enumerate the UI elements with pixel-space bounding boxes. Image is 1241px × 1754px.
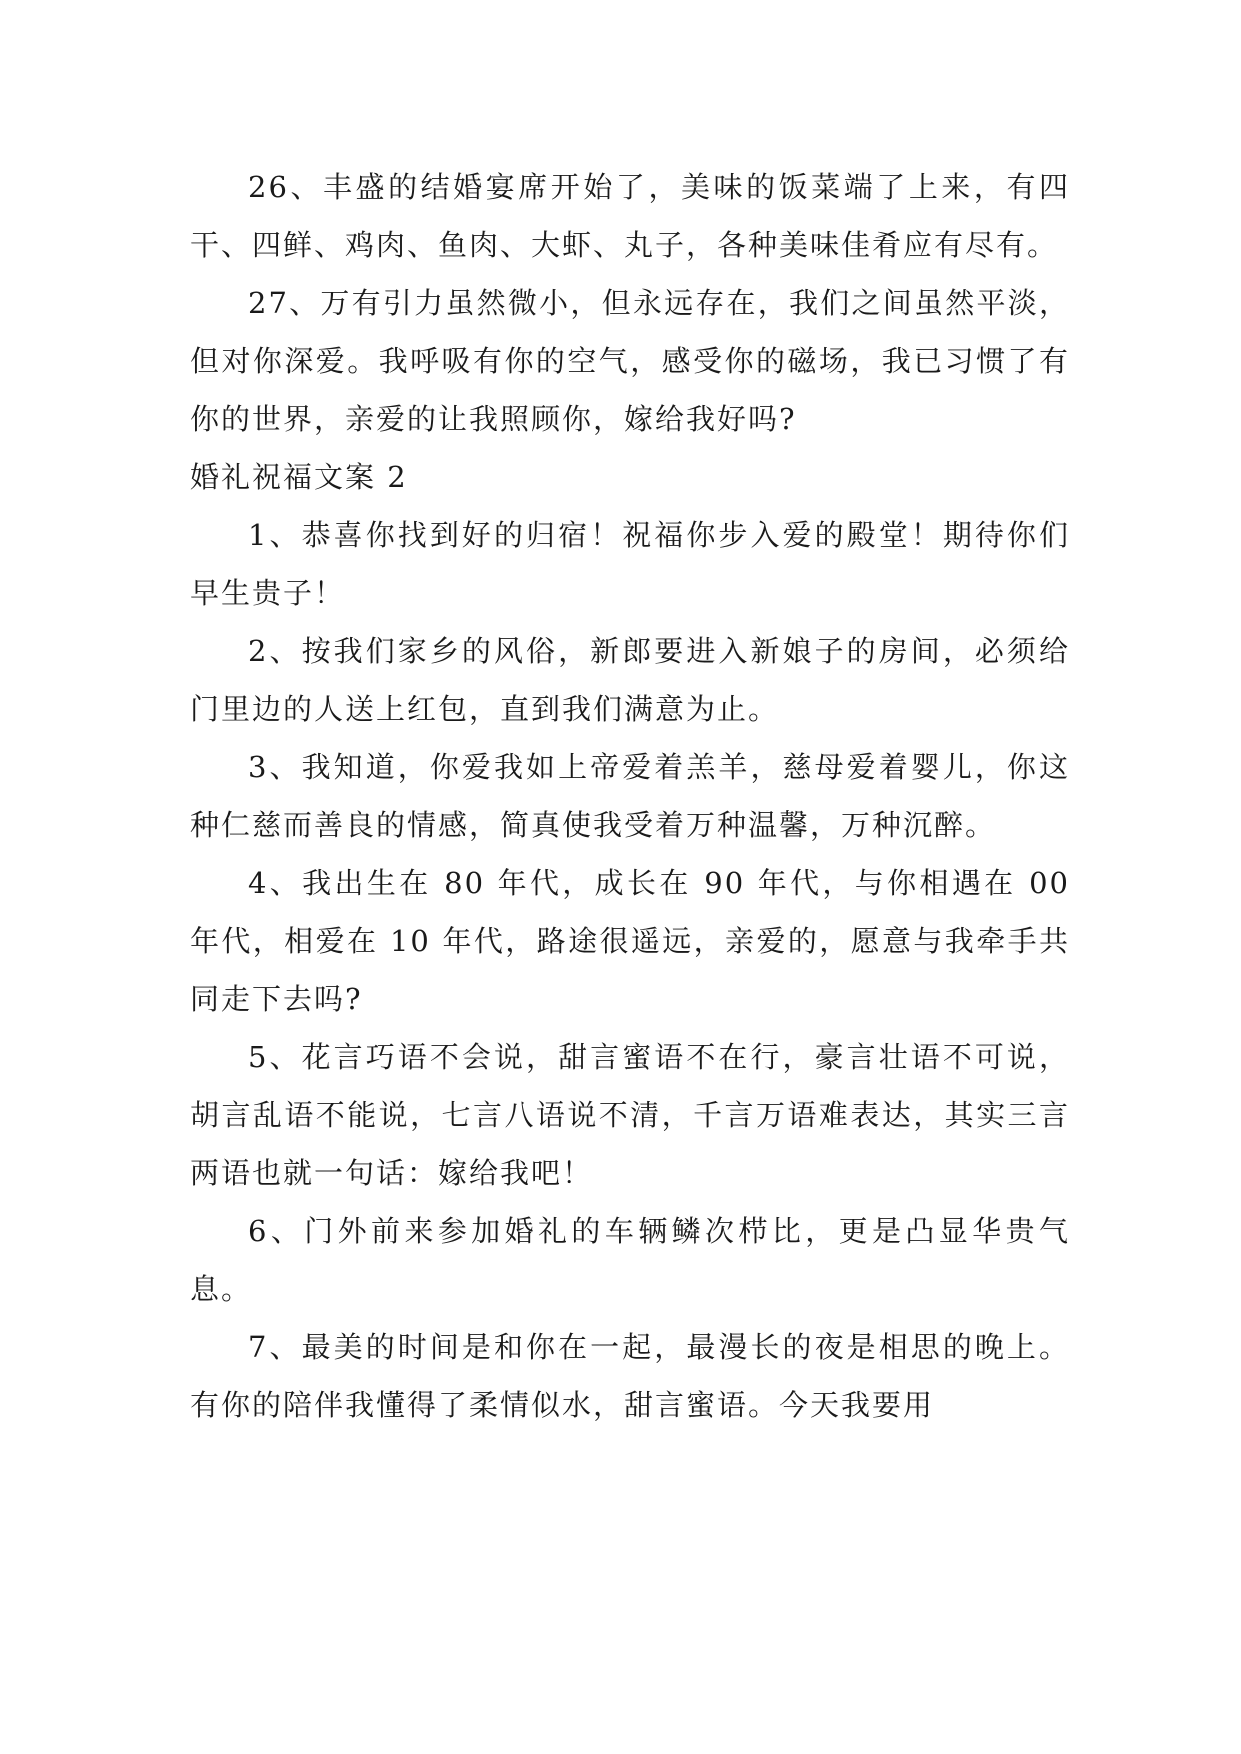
paragraph-26: 26、丰盛的结婚宴席开始了，美味的饭菜端了上来，有四干、四鲜、鸡肉、鱼肉、大虾、丸子，各种美味佳肴应有尽有。 <box>190 170 1070 262</box>
paragraph-27: 27、万有引力虽然微小，但永远存在，我们之间虽然平淡，但对你深爱。我呼吸有你的空气，感受你的磁场，我已习惯了有你的世界，亲爱的让我照顾你，嫁给我好吗? <box>190 286 1070 436</box>
document-body <box>190 158 1070 1434</box>
paragraph-6: 6、门外前来参加婚礼的车辆鳞次栉比，更是凸显华贵气息。 <box>190 1214 1070 1306</box>
section-heading: 婚礼祝福文案 2 <box>190 460 408 494</box>
paragraph-3: 3、我知道，你爱我如上帝爱着羔羊，慈母爱着婴儿，你这种仁慈而善良的情感，简真使我受着万种温馨，万种沉醉。 <box>190 750 1070 842</box>
paragraph-7: 7、最美的时间是和你在一起，最漫长的夜是相思的晚上。有你的陪伴我懂得了柔情似水，甜言蜜语。今天我要用 <box>190 1330 1070 1422</box>
paragraph-2: 2、按我们家乡的风俗，新郎要进入新娘子的房间，必须给门里边的人送上红包，直到我们满意为止。 <box>190 634 1070 726</box>
paragraph-4: 4、我出生在 80 年代，成长在 90 年代，与你相遇在 00 年代，相爱在 10 年代，路途很遥远，亲爱的，愿意与我牵手共同走下去吗? <box>190 866 1070 1016</box>
paragraph-1: 1、恭喜你找到好的归宿！祝福你步入爱的殿堂！期待你们早生贵子！ <box>190 518 1070 610</box>
paragraph-5: 5、花言巧语不会说，甜言蜜语不在行，豪言壮语不可说，胡言乱语不能说，七言八语说不清，千言万语难表达，其实三言两语也就一句话：嫁给我吧！ <box>190 1040 1070 1190</box>
